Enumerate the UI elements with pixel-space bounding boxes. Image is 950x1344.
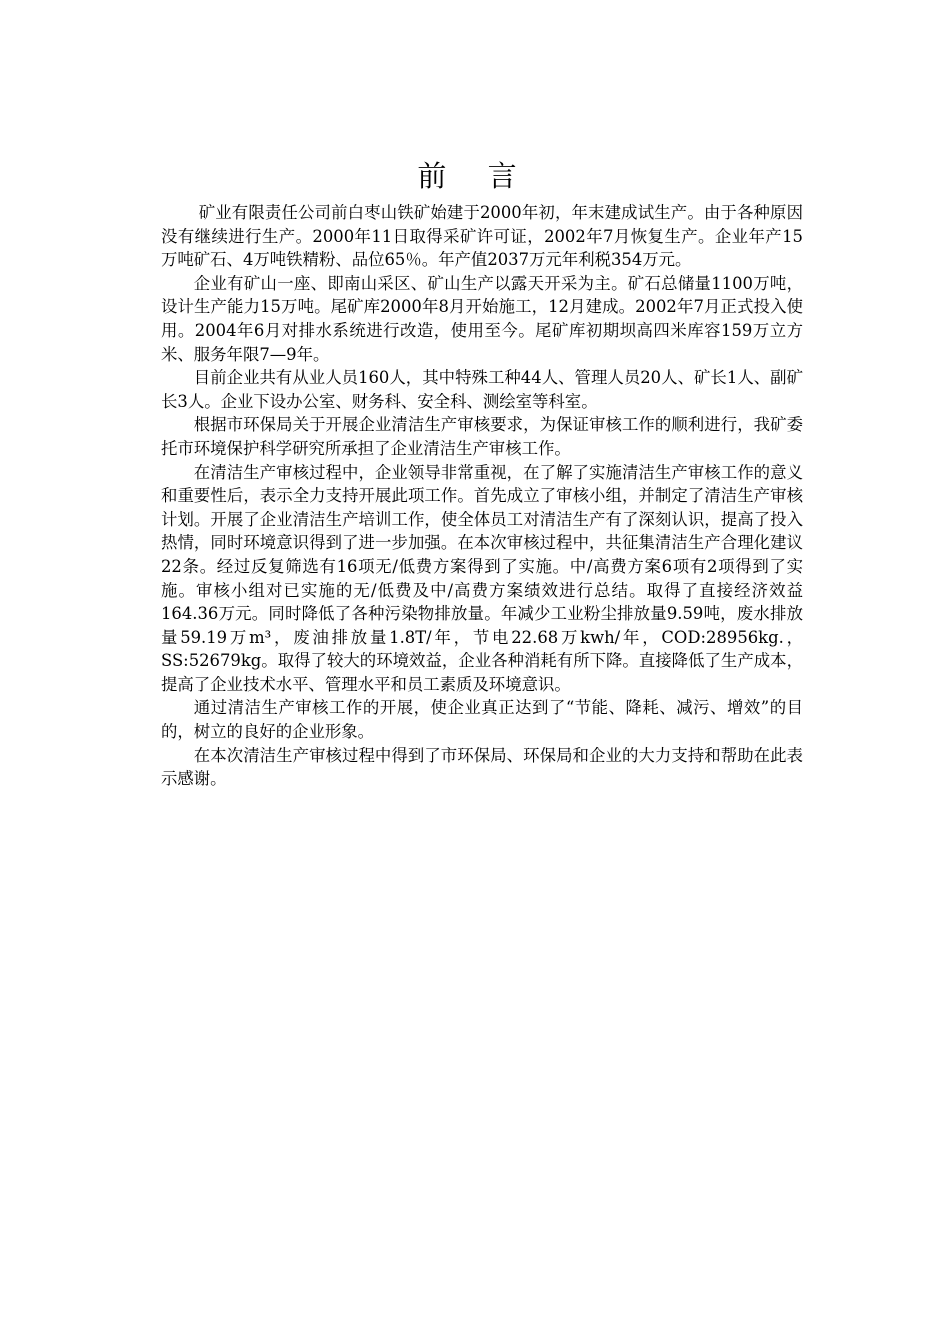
- paragraph-audit-outcome: 通过清洁生产审核工作的开展，使企业真正达到了“节能、降耗、减污、增效”的目的，树立的良好的企业形象。: [161, 698, 803, 742]
- page-title: 前 言: [417, 159, 533, 193]
- paragraph-mine-facilities: 企业有矿山一座、即南山采区、矿山生产以露天开采为主。矿石总储量1100万吨，设计生产能力15万吨。尾矿库2000年8月开始施工，12月建成。2002年7月正式投入使用。2004年6月对排水系统进行改造，使用至今。尾矿库初期坝高四米库容159万立方米、服务年限7—9年。: [161, 273, 803, 364]
- body-text: [161, 201, 803, 791]
- paragraph-audit-commission: 根据市环保局关于开展企业清洁生产审核要求，为保证审核工作的顺利进行，我矿委托市环境保护科学研究所承担了企业清洁生产审核工作。: [161, 415, 803, 458]
- paragraph-audit-process: 在清洁生产审核过程中，企业领导非常重视，在了解了实施清洁生产审核工作的意义和重要性后，表示全力支持开展此项工作。首先成立了审核小组，并制定了清洁生产审核计划。开展了企业清洁生产培训工作，使全体员工对清洁生产有了深刻认识，提高了投入热情，同时环境意识得到了进一步加强。在本次审核过程中，共征集清洁生产合理化建议22条。经过反复筛选有16项无/低费方案得到了实施。中/高费方案6项有2项得到了实施。审核小组对已实施的无/低费及中/高费方案绩效进行总结。取得了直接经济效益164.36万元。同时降低了各种污染物排放量。年减少工业粉尘排放量9.59吨，废水排放量59.19万m³，废油排放量1.8T/年，节电22.68万kwh/年，COD:28956kg.，SS:52679kg。取得了较大的环境效益，企业各种消耗有所下降。直接降低了生产成本，提高了企业技术水平、管理水平和员工素质及环境意识。: [161, 462, 803, 694]
- paragraph-company-overview: 矿业有限责任公司前白枣山铁矿始建于2000年初，年末建成试生产。由于各种原因没有继续进行生产。2000年11日取得采矿许可证，2002年7月恢复生产。企业年产15万吨矿石、4万吨铁精粉、品位65％。年产值2037万元年利税354万元。: [161, 203, 803, 270]
- paragraph-acknowledgement: 在本次清洁生产审核过程中得到了市环保局、环保局和企业的大力支持和帮助在此表示感谢。: [161, 745, 803, 789]
- paragraph-staffing: 目前企业共有从业人员160人，其中特殊工种44人、管理人员20人、矿长1人、副矿长3人。企业下设办公室、财务科、安全科、测绘室等科室。: [161, 368, 803, 411]
